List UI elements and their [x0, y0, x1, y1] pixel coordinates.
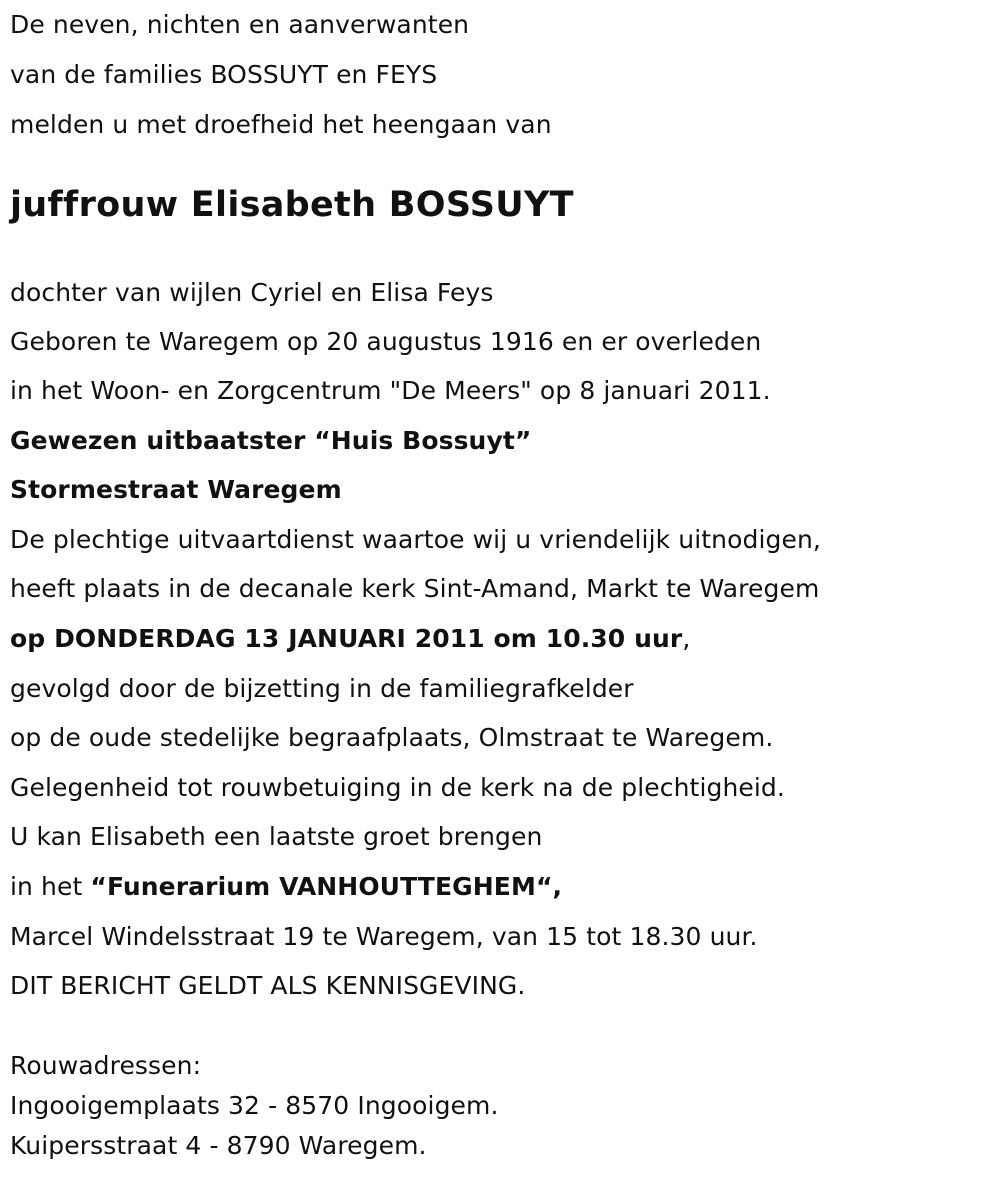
intro-line-relatives: De neven, nichten en aanverwanten	[10, 10, 470, 39]
address-line-1: Ingooigemplaats 32 - 8570 Ingooigem.	[10, 1091, 499, 1120]
deceased-name: juffrouw Elisabeth BOSSUYT	[10, 185, 574, 225]
intro-line-announcement: melden u met droefheid het heengaan van	[10, 110, 552, 139]
addresses-heading: Rouwadressen:	[10, 1051, 202, 1080]
visitation-line: U kan Elisabeth een laatste groet brengen	[10, 822, 543, 851]
service-invitation-line: De plechtige uitvaartdienst waartoe wij u vriendelijk uitnodigen,	[10, 525, 821, 554]
notice-line: DIT BERICHT GELDT ALS KENNISGEVING.	[10, 971, 526, 1000]
funeral-home-prefix: in het	[10, 872, 91, 901]
burial-line: gevolgd door de bijzetting in de familiegrafkelder	[10, 674, 634, 703]
service-datetime-suffix: ,	[682, 624, 691, 653]
service-datetime: op DONDERDAG 13 JANUARI 2011 om 10.30 uur	[10, 624, 683, 653]
funeral-home-address-line: Marcel Windelsstraat 19 te Waregem, van 15 tot 18.30 uur.	[10, 922, 758, 951]
condolence-line: Gelegenheid tot rouwbetuiging in de kerk na de plechtigheid.	[10, 773, 785, 802]
intro-line-families: van de families BOSSUYT en FEYS	[10, 60, 438, 89]
occupation-line: Gewezen uitbaatster “Huis Bossuyt”	[10, 426, 532, 455]
service-location-line: heeft plaats in de decanale kerk Sint-Amand, Markt te Waregem	[10, 574, 820, 603]
death-line: in het Woon- en Zorgcentrum "De Meers" op 8 januari 2011.	[10, 376, 771, 405]
funeral-home-line	[10, 872, 562, 902]
service-datetime-line	[10, 624, 690, 654]
funeral-home-name: “Funerarium VANHOUTTEGHEM“,	[90, 872, 563, 901]
street-line: Stormestraat Waregem	[10, 475, 342, 504]
cemetery-line: op de oude stedelijke begraafplaats, Olmstraat te Waregem.	[10, 723, 774, 752]
parents-line: dochter van wijlen Cyriel en Elisa Feys	[10, 278, 494, 307]
address-line-2: Kuipersstraat 4 - 8790 Waregem.	[10, 1131, 427, 1160]
birth-line: Geboren te Waregem op 20 augustus 1916 en er overleden	[10, 327, 762, 356]
